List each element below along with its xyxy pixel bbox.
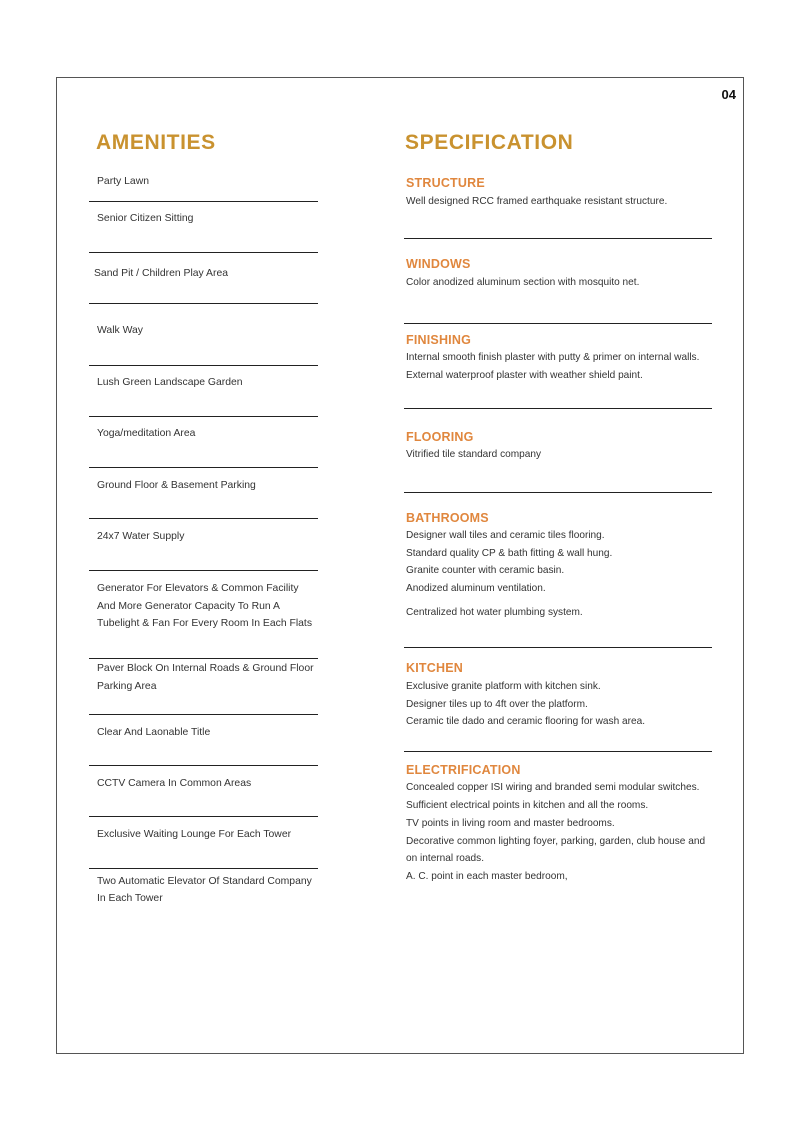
spec-line: on internal roads.: [406, 853, 484, 864]
amenity-item: Clear And Laonable Title: [97, 727, 211, 738]
spec-line: Ceramic tile dado and ceramic flooring for wash area.: [406, 716, 645, 727]
divider: [404, 647, 712, 648]
amenity-item-line: Paver Block On Internal Roads & Ground Floor: [97, 663, 314, 674]
divider: [89, 201, 318, 202]
amenity-item: Sand Pit / Children Play Area: [94, 268, 228, 279]
amenity-item: Walk Way: [97, 325, 143, 336]
divider: [404, 323, 712, 324]
page-number: 04: [721, 87, 736, 102]
spec-title-flooring: FLOORING: [406, 430, 474, 444]
divider: [89, 416, 318, 417]
spec-line: Well designed RCC framed earthquake resistant structure.: [406, 196, 668, 207]
amenity-item: Lush Green Landscape Garden: [97, 377, 243, 388]
spec-line: Sufficient electrical points in kitchen and all the rooms.: [406, 800, 649, 811]
amenity-item: 24x7 Water Supply: [97, 531, 185, 542]
amenity-item-line: Generator For Elevators & Common Facility: [97, 583, 299, 594]
spec-line: Internal smooth finish plaster with putty & primer on internal walls.: [406, 352, 700, 363]
divider: [404, 492, 712, 493]
spec-line: Designer tiles up to 4ft over the platform.: [406, 699, 588, 710]
specification-heading: SPECIFICATION: [405, 131, 574, 154]
divider: [89, 252, 318, 253]
divider: [89, 868, 318, 869]
amenity-item: CCTV Camera In Common Areas: [97, 778, 252, 789]
divider: [404, 408, 712, 409]
spec-line: Granite counter with ceramic basin.: [406, 565, 565, 576]
divider: [89, 365, 318, 366]
amenities-heading: AMENITIES: [96, 131, 216, 154]
divider: [89, 658, 318, 659]
divider: [89, 816, 318, 817]
spec-title-electrification: ELECTRIFICATION: [406, 763, 521, 777]
amenity-item-line: And More Generator Capacity To Run A: [97, 601, 280, 612]
spec-line: Color anodized aluminum section with mosquito net.: [406, 277, 640, 288]
spec-line: Decorative common lighting foyer, parking, garden, club house and: [406, 836, 706, 847]
spec-title-finishing: FINISHING: [406, 333, 471, 347]
amenity-item: Yoga/meditation Area: [97, 428, 196, 439]
spec-line: A. C. point in each master bedroom,: [406, 871, 568, 882]
spec-line: Centralized hot water plumbing system.: [406, 607, 583, 618]
divider: [89, 714, 318, 715]
amenity-item-line: In Each Tower: [97, 893, 163, 904]
amenity-item: Ground Floor & Basement Parking: [97, 480, 256, 491]
spec-line: Concealed copper ISI wiring and branded semi modular switches.: [406, 782, 700, 793]
amenity-item: Party Lawn: [97, 176, 149, 187]
divider: [89, 570, 318, 571]
amenity-item-line: Two Automatic Elevator Of Standard Company: [97, 876, 312, 887]
spec-title-windows: WINDOWS: [406, 257, 471, 271]
spec-title-bathrooms: BATHROOMS: [406, 511, 489, 525]
divider: [89, 467, 318, 468]
divider: [404, 751, 712, 752]
divider: [404, 238, 712, 239]
divider: [89, 765, 318, 766]
amenity-item-line: Tubelight & Fan For Every Room In Each Flats: [97, 618, 313, 629]
amenity-item-line: Parking Area: [97, 681, 157, 692]
divider: [89, 518, 318, 519]
amenity-item: Exclusive Waiting Lounge For Each Tower: [97, 829, 292, 840]
spec-line: External waterproof plaster with weather shield paint.: [406, 370, 643, 381]
spec-title-kitchen: KITCHEN: [406, 661, 463, 675]
amenity-item: Senior Citizen Sitting: [97, 213, 194, 224]
spec-line: Anodized aluminum ventilation.: [406, 583, 546, 594]
spec-line: Vitrified tile standard company: [406, 449, 542, 460]
spec-title-structure: STRUCTURE: [406, 176, 485, 190]
spec-line: TV points in living room and master bedrooms.: [406, 818, 615, 829]
spec-line: Exclusive granite platform with kitchen sink.: [406, 681, 601, 692]
spec-line: Standard quality CP & bath fitting & wall hung.: [406, 548, 613, 559]
divider: [89, 303, 318, 304]
spec-line: Designer wall tiles and ceramic tiles flooring.: [406, 530, 605, 541]
